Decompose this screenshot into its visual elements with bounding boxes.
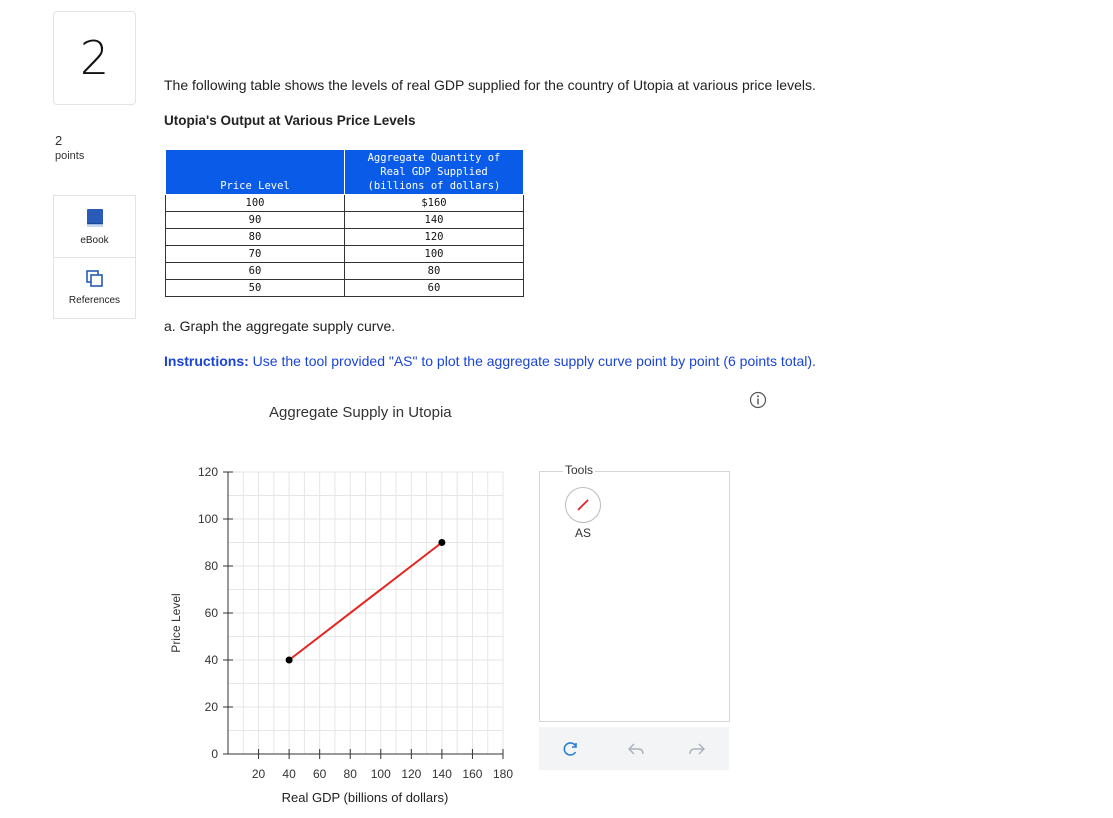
y-tick-label: 80: [204, 559, 218, 573]
x-tick-label: 160: [462, 767, 483, 781]
undo-button[interactable]: [625, 738, 647, 760]
as-tool-label: AS: [575, 526, 592, 540]
tool-actions-bar: [539, 727, 729, 770]
points-value: 2: [55, 133, 63, 148]
references-button[interactable]: [53, 257, 136, 319]
redo-icon: [687, 739, 707, 759]
table-row: 50 60: [166, 280, 524, 297]
chart-title: Aggregate Supply in Utopia: [269, 404, 452, 421]
x-tick-label: 80: [343, 767, 357, 781]
x-axis-label: Real GDP (billions of dollars): [281, 790, 449, 805]
ebook-label: eBook: [80, 235, 109, 246]
y-axis-label: Price Level: [169, 593, 183, 653]
tools-label: Tools: [565, 463, 594, 477]
instructions-text: Instructions: Use the tool provided "AS" to plot the aggregate supply curve point by point (6 points total).: [164, 353, 816, 369]
table-row: 90 140: [166, 212, 524, 229]
output-table: [165, 149, 524, 297]
line-tool-icon: [575, 497, 591, 513]
x-tick-label: 140: [431, 767, 452, 781]
table-title: Utopia's Output at Various Price Levels: [164, 113, 416, 128]
table-row: 100 $160: [166, 195, 524, 212]
references-label: References: [68, 295, 121, 306]
as-curve-point: [286, 657, 293, 664]
book-icon: [86, 208, 104, 231]
y-tick-label: 60: [204, 606, 218, 620]
y-tick-label: 120: [197, 465, 218, 479]
x-tick-label: 40: [282, 767, 296, 781]
y-tick-label: 0: [211, 747, 218, 761]
undo-icon: [626, 739, 646, 759]
y-tick-label: 40: [204, 653, 218, 667]
ebook-button[interactable]: [53, 195, 136, 258]
as-tool-button[interactable]: [565, 487, 601, 523]
table-row: 70 100: [166, 246, 524, 263]
question-number: 2: [53, 11, 136, 105]
y-tick-label: 100: [197, 512, 218, 526]
x-tick-label: 120: [401, 767, 422, 781]
header-real-gdp: Aggregate Quantity of Real GDP Supplied (billions of dollars): [345, 150, 524, 195]
x-tick-label: 180: [492, 767, 514, 781]
as-curve-point: [438, 539, 445, 546]
references-icon: [86, 270, 104, 291]
question-prompt: The following table shows the levels of real GDP supplied for the country of Utopia at various price levels.: [164, 77, 816, 93]
info-icon[interactable]: [749, 391, 767, 414]
graph-area[interactable]: [160, 440, 530, 818]
reset-button[interactable]: [560, 738, 582, 760]
points-label: points: [55, 150, 85, 162]
refresh-icon: [561, 739, 581, 759]
x-tick-label: 60: [312, 767, 327, 781]
header-price-level: Price Level: [166, 150, 345, 195]
table-row: 60 80: [166, 263, 524, 280]
table-row: 80 120: [166, 229, 524, 246]
redo-button[interactable]: [686, 738, 708, 760]
x-tick-label: 20: [251, 767, 266, 781]
part-a-text: a. Graph the aggregate supply curve.: [164, 318, 396, 334]
y-tick-label: 20: [204, 700, 218, 714]
x-tick-label: 100: [370, 767, 391, 781]
